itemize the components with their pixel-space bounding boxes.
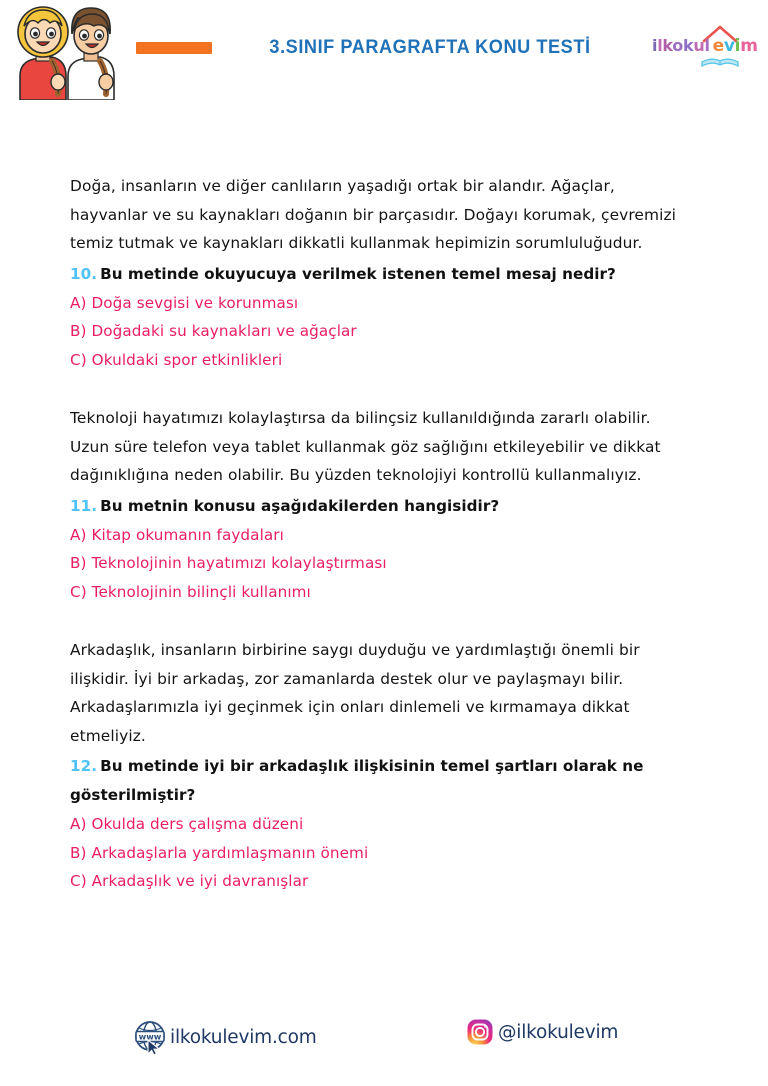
website-text: ilkokulevim.com [170, 1026, 317, 1048]
website-link[interactable] [133, 1018, 317, 1056]
children-illustration [8, 4, 126, 100]
instagram-text: @ilkokulevim [498, 1021, 619, 1043]
passage-text: Arkadaşlık, insanların birbirine saygı duyduğu ve yardımlaştığı önemli bir ilişkidir. İyi bir arkadaş, zor zamanlarda destek olur ve paylaşmayı bilir. Arkadaşlarımızla iyi geçinmek için onları dinlemeli ve kırmamaya dikkat etmeliyiz. [70, 641, 640, 745]
option-b[interactable]: B) Teknolojinin hayatımızı kolaylaştırması [70, 554, 387, 573]
orange-accent-bar [136, 42, 212, 54]
question-text [70, 260, 686, 289]
worksheet-content [70, 172, 700, 896]
question-block-1 [70, 172, 700, 374]
question-number: 12. [70, 757, 98, 776]
instagram-link[interactable] [466, 1018, 618, 1046]
question-number: 11. [70, 496, 98, 515]
question-prompt: Bu metnin konusu aşağıdakilerden hangisidir? [100, 496, 500, 515]
question-number: 10. [70, 264, 98, 283]
option-a[interactable]: A) Okulda ders çalışma düzeni [70, 815, 304, 834]
logo-text-ilkokul: ilkokul [652, 36, 710, 55]
option-c[interactable]: C) Teknolojinin bilinçli kullanımı [70, 582, 311, 601]
question-prompt: Bu metinde iyi bir arkadaşlık ilişkisinin temel şartları olarak ne gösterilmiştir? [70, 757, 644, 805]
passage-text: Doğa, insanların ve diğer canlıların yaşadığı ortak bir alandır. Ağaçlar, hayvanlar ve su kaynakları doğanın bir parçasıdır. Doğayı korumak, çevremizi temiz tutmak ve kaynakları dikkatli kullanmak hepimizin sorumluluğudur. [70, 177, 677, 253]
question-block-2 [70, 404, 700, 606]
brand-logo [652, 24, 756, 74]
option-c[interactable]: C) Okuldaki spor etkinlikleri [70, 350, 283, 369]
question-block-3 [70, 636, 700, 896]
option-c[interactable]: C) Arkadaşlık ve iyi davranışlar [70, 872, 309, 891]
option-a[interactable]: A) Doğa sevgisi ve korunması [70, 293, 299, 312]
block-spacer [70, 374, 700, 404]
page-footer [0, 1012, 768, 1068]
page-header [0, 0, 768, 105]
option-b[interactable]: B) Doğadaki su kaynakları ve ağaçlar [70, 322, 357, 341]
passage-text: Teknoloji hayatımızı kolaylaştırsa da bilinçsiz kullanıldığında zararlı olabilir. Uzun süre telefon veya tablet kullanmak göz sağlığını etkileyebilir ve dikkat dağınıklığına neden olabilir. Bu yüzden teknolojiyi kontrollü kullanmalıyız. [70, 409, 661, 485]
option-b[interactable]: B) Arkadaşlarla yardımlaşmanın önemi [70, 843, 369, 862]
question-text [70, 492, 686, 521]
question-prompt: Bu metinde okuyucuya verilmek istenen temel mesaj nedir? [100, 264, 616, 283]
logo-text-evim: evim [712, 36, 758, 56]
question-text [70, 752, 686, 810]
www-globe-icon [133, 1018, 169, 1056]
option-a[interactable]: A) Kitap okumanın faydaları [70, 525, 284, 544]
svg-text:www: www [138, 1031, 162, 1042]
block-spacer [70, 606, 700, 636]
instagram-icon [466, 1018, 494, 1046]
page-title: 3.SINIF PARAGRAFTA KONU TESTİ [269, 36, 591, 58]
